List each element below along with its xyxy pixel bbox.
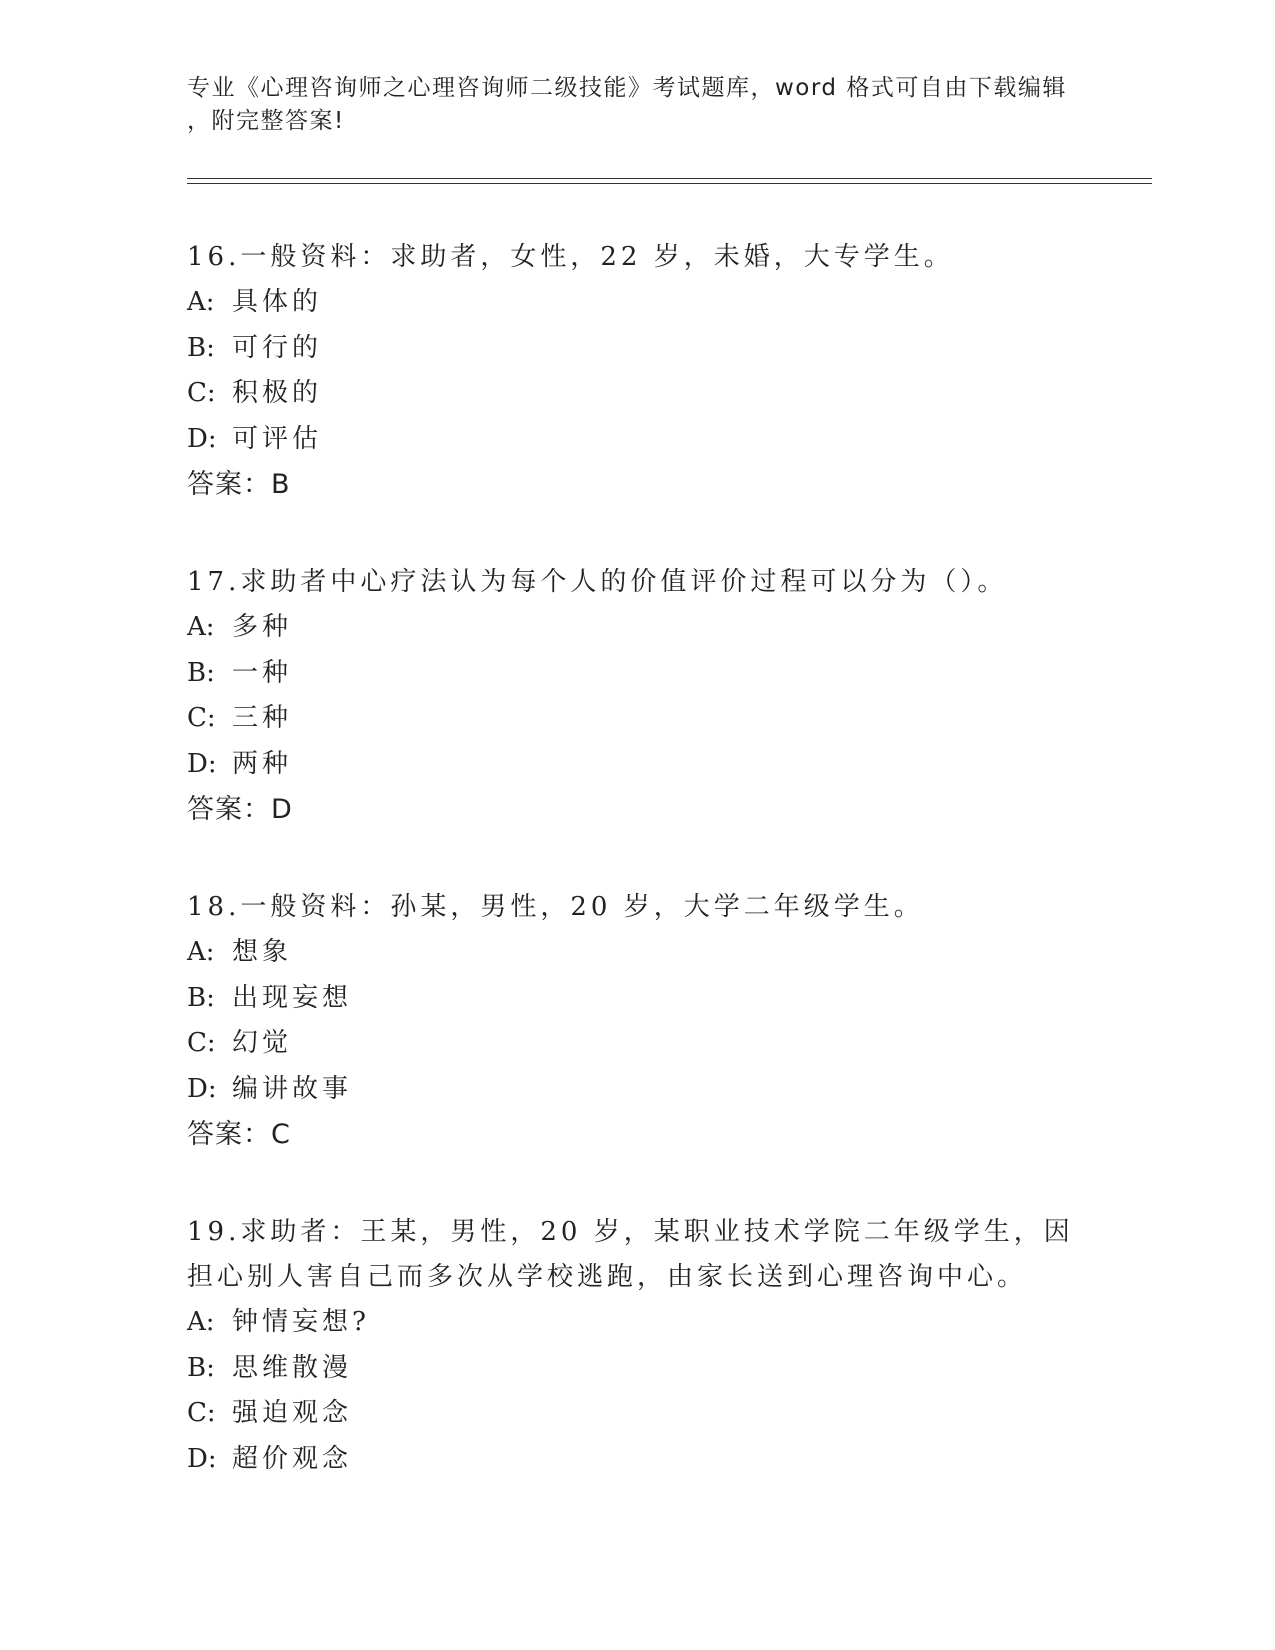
option-b bbox=[187, 976, 1087, 1022]
answer-line: 答案：D bbox=[187, 794, 293, 825]
answer-line: 答案：C bbox=[187, 1119, 291, 1150]
question-stem: 17.求助者中心疗法认为每个人的价值评价过程可以分为（）。 bbox=[187, 567, 1008, 597]
option-a bbox=[187, 280, 1087, 326]
question-17 bbox=[187, 560, 1087, 833]
option-text: 一种 bbox=[232, 657, 293, 688]
header-line-1: 专业《心理咨询师之心理咨询师二级技能》考试题库，word 格式可自由下载编辑 bbox=[187, 75, 1067, 101]
option-d bbox=[187, 1067, 1087, 1113]
question-stem: 16.一般资料：求助者，女性，22 岁，未婚，大专学生。 bbox=[187, 242, 954, 272]
option-text: 三种 bbox=[232, 703, 293, 733]
option-letter: A: bbox=[187, 287, 215, 317]
option-letter: B: bbox=[187, 332, 215, 363]
option-letter: B: bbox=[187, 657, 215, 688]
option-text: 强迫观念 bbox=[232, 1398, 353, 1428]
option-c bbox=[187, 1021, 1087, 1067]
answer-line: 答案：B bbox=[187, 469, 291, 500]
option-text: 超价观念 bbox=[232, 1443, 353, 1474]
option-d bbox=[187, 417, 1087, 463]
question-stem: 19.求助者：王某，男性，20 岁，某职业技术学院二年级学生，因担心别人害自己而多次从学校逃跑，由家长送到心理咨询中心。 bbox=[187, 1217, 1074, 1292]
option-text: 出现妄想 bbox=[232, 982, 353, 1013]
question-19 bbox=[187, 1210, 1087, 1482]
option-text: 幻觉 bbox=[232, 1028, 293, 1058]
option-letter: A: bbox=[187, 1307, 215, 1337]
header-divider-bottom bbox=[187, 183, 1152, 184]
option-text: 编讲故事 bbox=[232, 1073, 353, 1104]
option-b bbox=[187, 651, 1087, 697]
option-letter: D: bbox=[187, 1073, 217, 1104]
header-line-2: ，附完整答案! bbox=[187, 108, 345, 134]
option-letter: D: bbox=[187, 748, 217, 779]
option-a bbox=[187, 605, 1087, 651]
question-stem: 18.一般资料：孙某，男性，20 岁，大学二年级学生。 bbox=[187, 892, 924, 922]
option-a bbox=[187, 930, 1087, 976]
option-text: 积极的 bbox=[232, 378, 323, 408]
question-16 bbox=[187, 235, 1087, 508]
option-text: 多种 bbox=[232, 612, 293, 642]
option-text: 可行的 bbox=[232, 332, 323, 363]
question-list bbox=[187, 235, 1087, 1534]
option-letter: C: bbox=[187, 378, 216, 408]
header-divider-top bbox=[187, 178, 1152, 179]
option-b bbox=[187, 326, 1087, 372]
option-d bbox=[187, 1437, 1087, 1483]
option-text: 两种 bbox=[232, 748, 293, 779]
option-letter: C: bbox=[187, 1028, 216, 1058]
option-c bbox=[187, 1391, 1087, 1437]
option-b bbox=[187, 1346, 1087, 1392]
option-text: 想象 bbox=[232, 937, 293, 967]
option-text: 思维散漫 bbox=[232, 1352, 353, 1383]
option-letter: B: bbox=[187, 1352, 215, 1383]
option-letter: D: bbox=[187, 423, 217, 454]
question-18 bbox=[187, 885, 1087, 1158]
option-text: 具体的 bbox=[232, 287, 323, 317]
option-letter: D: bbox=[187, 1443, 217, 1474]
option-a bbox=[187, 1300, 1087, 1346]
option-text: 可评估 bbox=[232, 423, 323, 454]
option-d bbox=[187, 742, 1087, 788]
option-c bbox=[187, 696, 1087, 742]
option-c bbox=[187, 371, 1087, 417]
document-header bbox=[187, 72, 1087, 138]
option-letter: B: bbox=[187, 982, 215, 1013]
option-text: 钟情妄想? bbox=[232, 1307, 370, 1337]
option-letter: A: bbox=[187, 937, 215, 967]
option-letter: C: bbox=[187, 1398, 216, 1428]
option-letter: A: bbox=[187, 612, 215, 642]
option-letter: C: bbox=[187, 703, 216, 733]
